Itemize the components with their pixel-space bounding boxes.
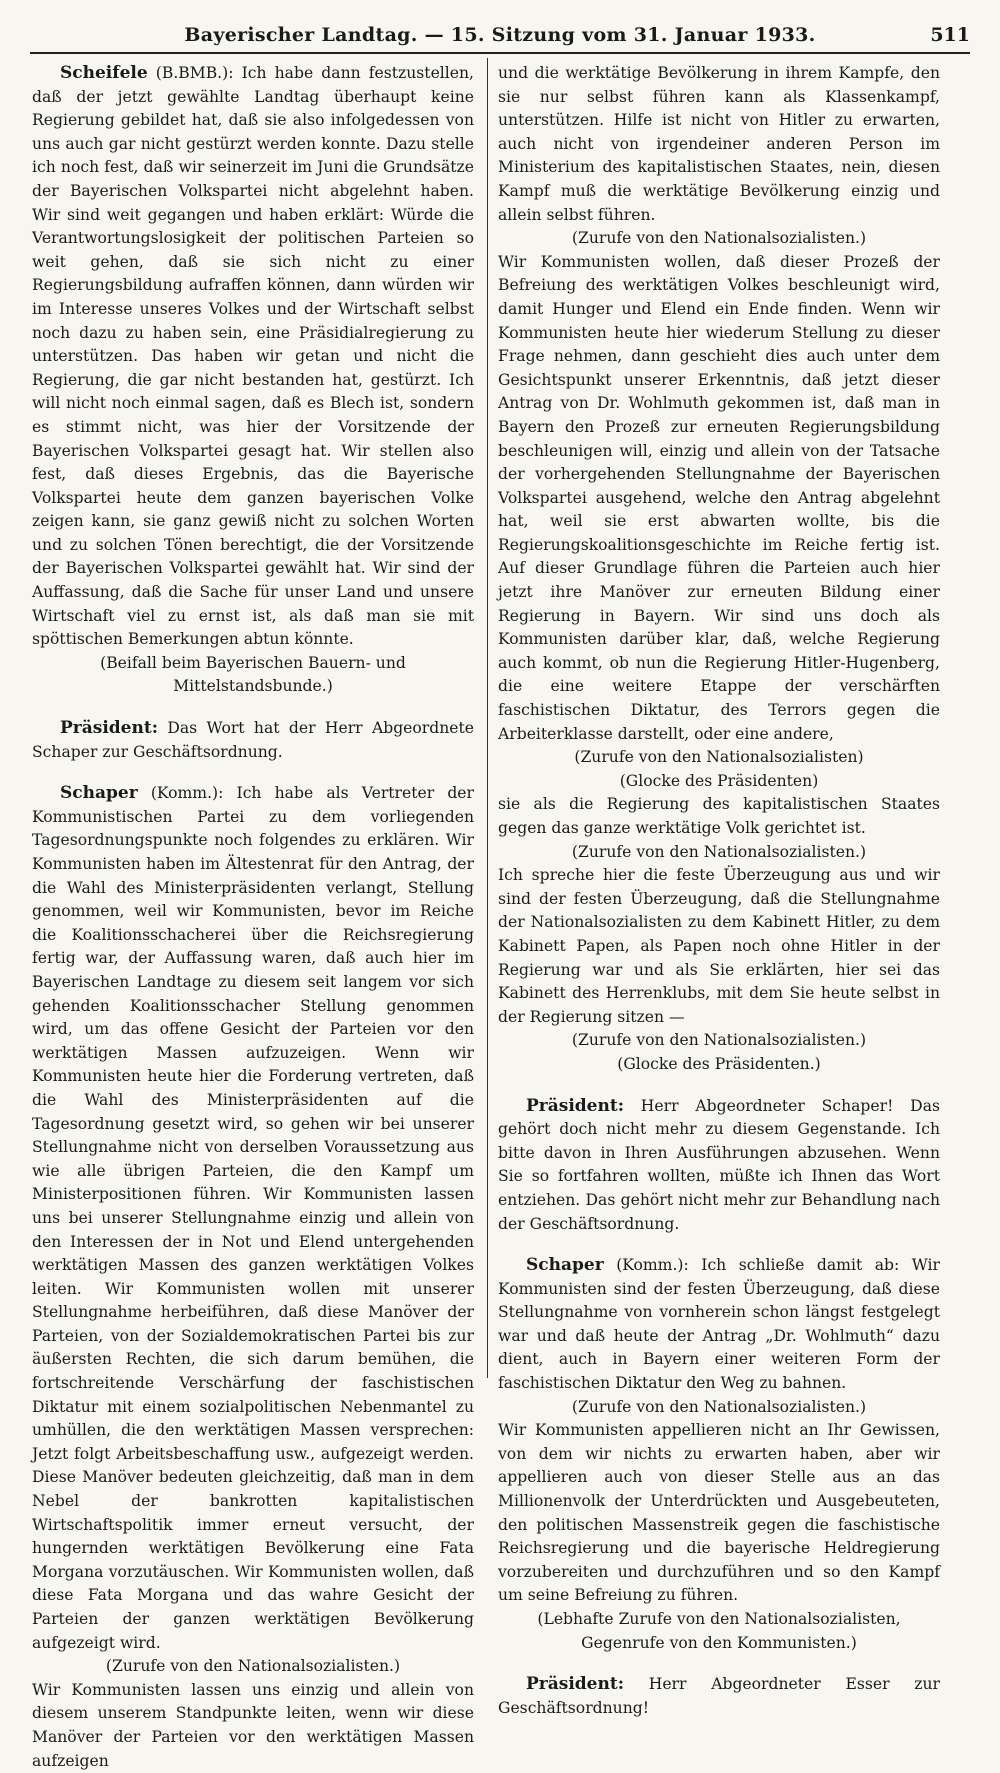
interjection: (Zurufe von den Nationalsozialisten.) — [571, 842, 867, 861]
left-column — [32, 62, 474, 1773]
interjection: (Zurufe von den Nationalsozialisten) — [574, 748, 864, 767]
interjection: (Zurufe von den Nationalsozialisten.) — [571, 1397, 867, 1416]
paragraph: sie als die Regierung des kapitalistischen Staates gegen das ganze werktätige Volk gerichtet ist. — [498, 795, 940, 837]
speech-text: (Komm.): Ich habe als Vertreter der Kommunistischen Partei zu dem vorliegenden Tagesordnungspunkte noch folgendes zu erklären. Wir Kommunisten haben im Ältestenrat für den Antrag, der die Wahl des Ministerpräsidenten verlangt, Stellung genommen, weil wir Kommunisten, bevor im Reiche die Koalitionsschacherei über die Reichsregierung fertig war, der Auffassung waren, daß auch hier im Bayerischen Landtage zu diesem seit langem vor sich gehenden Koalitionsschacher Stellung genommen wird, um das offene Gesicht der Parteien vor den werktätigen Massen aufzuzeigen. Wenn wir Kommunisten heute hier die Forderung vertreten, daß die Wahl des Ministerpräsidenten auf die Tagesordnung gesetzt wird, so gehen wir bei unserer Stellungnahme nicht von derselben Voraussetzung aus wie alle übrigen Parteien, die den Kampf um Ministerpositionen führen. Wir Kommunisten lassen uns bei unserer Stellungnahme einzig und allein von den Interessen der in Not und Elend untergehenden werktätigen Massen des ganzen werktätigen Volkes leiten. Wir Kommunisten wollen mit unserer Stellungnahme herbeiführen, daß diese Manöver der Parteien, von der Sozialdemokratischen Partei bis zur äußersten Rechten, die sich darum bemühen, die fortschreitende Verschärfung der faschistischen Diktatur mit einem sozialpolitischen Nebenmantel zu umhüllen, die den werktätigen Massen versprechen: Jetzt folgt Arbeitsbeschaffung usw., aufgezeigt werden. Diese Manöver bedeuten gleichzeitig, daß man in dem Nebel der bankrotten kapitalistischen Wirtschaftspolitik immer erneut versucht, der hungernden werktätigen Bevölkerung eine Fata Morgana vorzutäuschen. Wir Kommunisten wollen, daß diese Fata Morgana und das wahre Gesicht der Parteien der ganzen werktätigen Bevölkerung aufgezeigt wird. — [32, 784, 474, 1652]
interjection: (Lebhafte Zurufe von den Nationalsozialisten, Gegenrufe von den Kommunisten.) — [537, 1610, 901, 1652]
paragraph — [32, 62, 474, 652]
column-divider — [487, 58, 488, 1378]
interjection: (Zurufe von den Nationalsozialisten.) — [571, 229, 867, 248]
paragraph — [498, 1095, 940, 1237]
speech-text: (Komm.): Ich schließe damit ab: Wir Kommunisten sind der festen Überzeugung, daß diese Stellungnahme von vornherein schon längst festgelegt war und daß heute der Antrag „Dr. Wohlmuth“ dazu dient, auch in Bayern einer weiteren Form der faschistischen Diktatur den Weg zu bahnen. — [498, 1256, 940, 1393]
paragraph: Wir Kommunisten wollen, daß dieser Prozeß der Befreiung des werktätigen Volkes beschleunigt wird, damit Hunger und Elend ein Ende finden. Wenn wir Kommunisten heute hier wiederum Stellung zu dieser Frage nehmen, dann geschieht dies auch unter dem Gesichtspunkt unserer Erkenntnis, daß jetzt dieser Antrag von Dr. Wohlmuth gekommen ist, daß man in Bayern den Prozeß zur erneuten Regierungsbildung beschleunigen will, einzig und allein von der Tatsache der vorhergehenden Stellungnahme der Bayerischen Volkspartei ausgehend, welche den Antrag abgelehnt hat, weil sie erst abwarten wollte, bis die Regierungskoalitionsgeschichte im Reiche fertig ist. Auf dieser Grundlage führen die Parteien auch hier jetzt ihre Manöver zur erneuten Bildung einer Regierung in Bayern. Wir sind uns doch als Kommunisten darüber klar, daß, welche Regierung auch kommt, ob nun die Regierung Hitler-Hugenberg, die eine weitere Etappe der verschärften faschistischen Diktatur, des Terrors gegen die Arbeiterklasse darstellt, oder eine andere, — [498, 252, 940, 743]
speaker-name: Schaper — [60, 783, 138, 804]
interjection: (Beifall beim Bayerischen Bauern- und Mittelstandsbunde.) — [100, 653, 406, 696]
paragraph — [498, 1673, 940, 1720]
paragraph — [498, 1254, 940, 1396]
interjection: (Zurufe von den Nationalsozialisten.) — [105, 1657, 401, 1676]
paragraph: Wir Kommunisten lassen uns einzig und allein von diesem unserem Standpunkte leiten, wenn wir diese Manöver der Parteien vor den werktätigen Massen aufzeigen — [32, 1680, 474, 1770]
interjection: (Zurufe von den Nationalsozialisten.) — [571, 1031, 867, 1050]
speech-text: Herr Abgeordneter Esser zur Geschäftsordnung! — [498, 1675, 940, 1717]
paragraph — [32, 782, 474, 1655]
speaker-name: Scheifele — [60, 63, 148, 83]
paragraph: und die werktätige Bevölkerung in ihrem Kampfe, den sie nur selbst führen kann als Klassenkampf, unterstützen. Hilfe ist nicht von Hitler zu erwarten, auch nicht von irgendeiner anderen Person im Ministerium des kapitalistischen Staates, nein, diesen Kampf muß die werktätige Bevölkerung einzig und allein selbst führen. — [498, 64, 940, 224]
running-title: Bayerischer Landtag. — 15. Sitzung vom 31. Januar 1933. — [184, 24, 816, 46]
header-rule — [30, 52, 970, 54]
interjection: (Glocke des Präsidenten.) — [617, 1054, 821, 1073]
page-number: 511 — [930, 24, 970, 46]
right-column — [498, 62, 940, 1720]
speaker-name: Schaper — [526, 1255, 604, 1276]
speech-text: (B.BMB.): Ich habe dann festzustellen, daß der jetzt gewählte Landtag überhaupt keine Regierung gebildet hat, daß sie also infolgedessen von uns auch gar nicht gestürzt werden konnte. Dazu stelle ich noch fest, daß wir seinerzeit im Juni die Grundsätze der Bayerischen Volkspartei nicht abgelehnt haben. Wir sind weit gegangen und haben erklärt: Würde die Verantwortungslosigkeit der politischen Parteien so weit gehen, daß sie sich nicht zu einer Regierungsbildung aufraffen können, dann würden wir im Interesse unseres Volkes und der Wirtschaft selbst noch dazu zu haben sein, eine Präsidialregierung zu unterstützen. Das haben wir getan und nicht die Regierung, die gar nicht bestanden hat, gestürzt. Ich will nicht noch einmal sagen, daß es Blech ist, sondern es stimmt nicht, was hier der Vorsitzende der Bayerischen Volkspartei gesagt hat. Wir stellen also fest, daß dieses Ergebnis, das die Bayerische Volkspartei heute dem ganzen bayerischen Volke zeigen kann, sie ganz gewiß nicht zu solchen Worten und zu solchen Tönen berechtigt, die der Vorsitzende der Bayerischen Volkspartei gewählt hat. Wir sind der Auffassung, daß die Sache für unser Land und unsere Wirtschaft viel zu ernst ist, als daß man sie mit spöttischen Bemerkungen abtun könnte. — [32, 64, 474, 649]
paragraph: Ich spreche hier die feste Überzeugung aus und wir sind der festen Überzeugung, daß die Stellungnahme der Nationalsozialisten zu dem Kabinett Hitler, zu dem Kabinett Papen, als Papen noch ohne Hitler in der Regierung war und als Sie erklärten, hier sei das Kabinett des Herrenklubs, mit dem Sie heute selbst in der Regierung sitzen — — [498, 866, 940, 1026]
speaker-name: Präsident: — [60, 718, 158, 739]
paragraph — [32, 717, 474, 764]
speaker-name: Präsident: — [526, 1674, 624, 1695]
page-header — [30, 24, 970, 50]
paragraph: Wir Kommunisten appellieren nicht an Ihr Gewissen, von dem wir nichts zu erwarten haben, aber wir appellieren auch von dieser Stelle aus an das Millionenvolk der Unterdrückten und Ausgebeuteten, den politischen Massenstreik gegen die faschistische Reichsregierung und die bayerische Heldregierung vorzubereiten und durchzuführen und so den Kampf um seine Befreiung zu führen. — [498, 1421, 940, 1605]
interjection: (Glocke des Präsidenten) — [619, 771, 819, 790]
speech-text: Das Wort hat der Herr Abgeordnete Schaper zur Geschäftsordnung. — [32, 719, 474, 761]
speaker-name: Präsident: — [526, 1095, 624, 1116]
speech-text: Herr Abgeordneter Schaper! Das gehört doch nicht mehr zu diesem Gegenstande. Ich bitte davon in Ihren Ausführungen abzusehen. Wenn Sie so fortfahren wollten, müßte ich Ihnen das Wort entziehen. Das gehört nicht mehr zur Behandlung nach der Geschäftsordnung. — [498, 1096, 940, 1233]
